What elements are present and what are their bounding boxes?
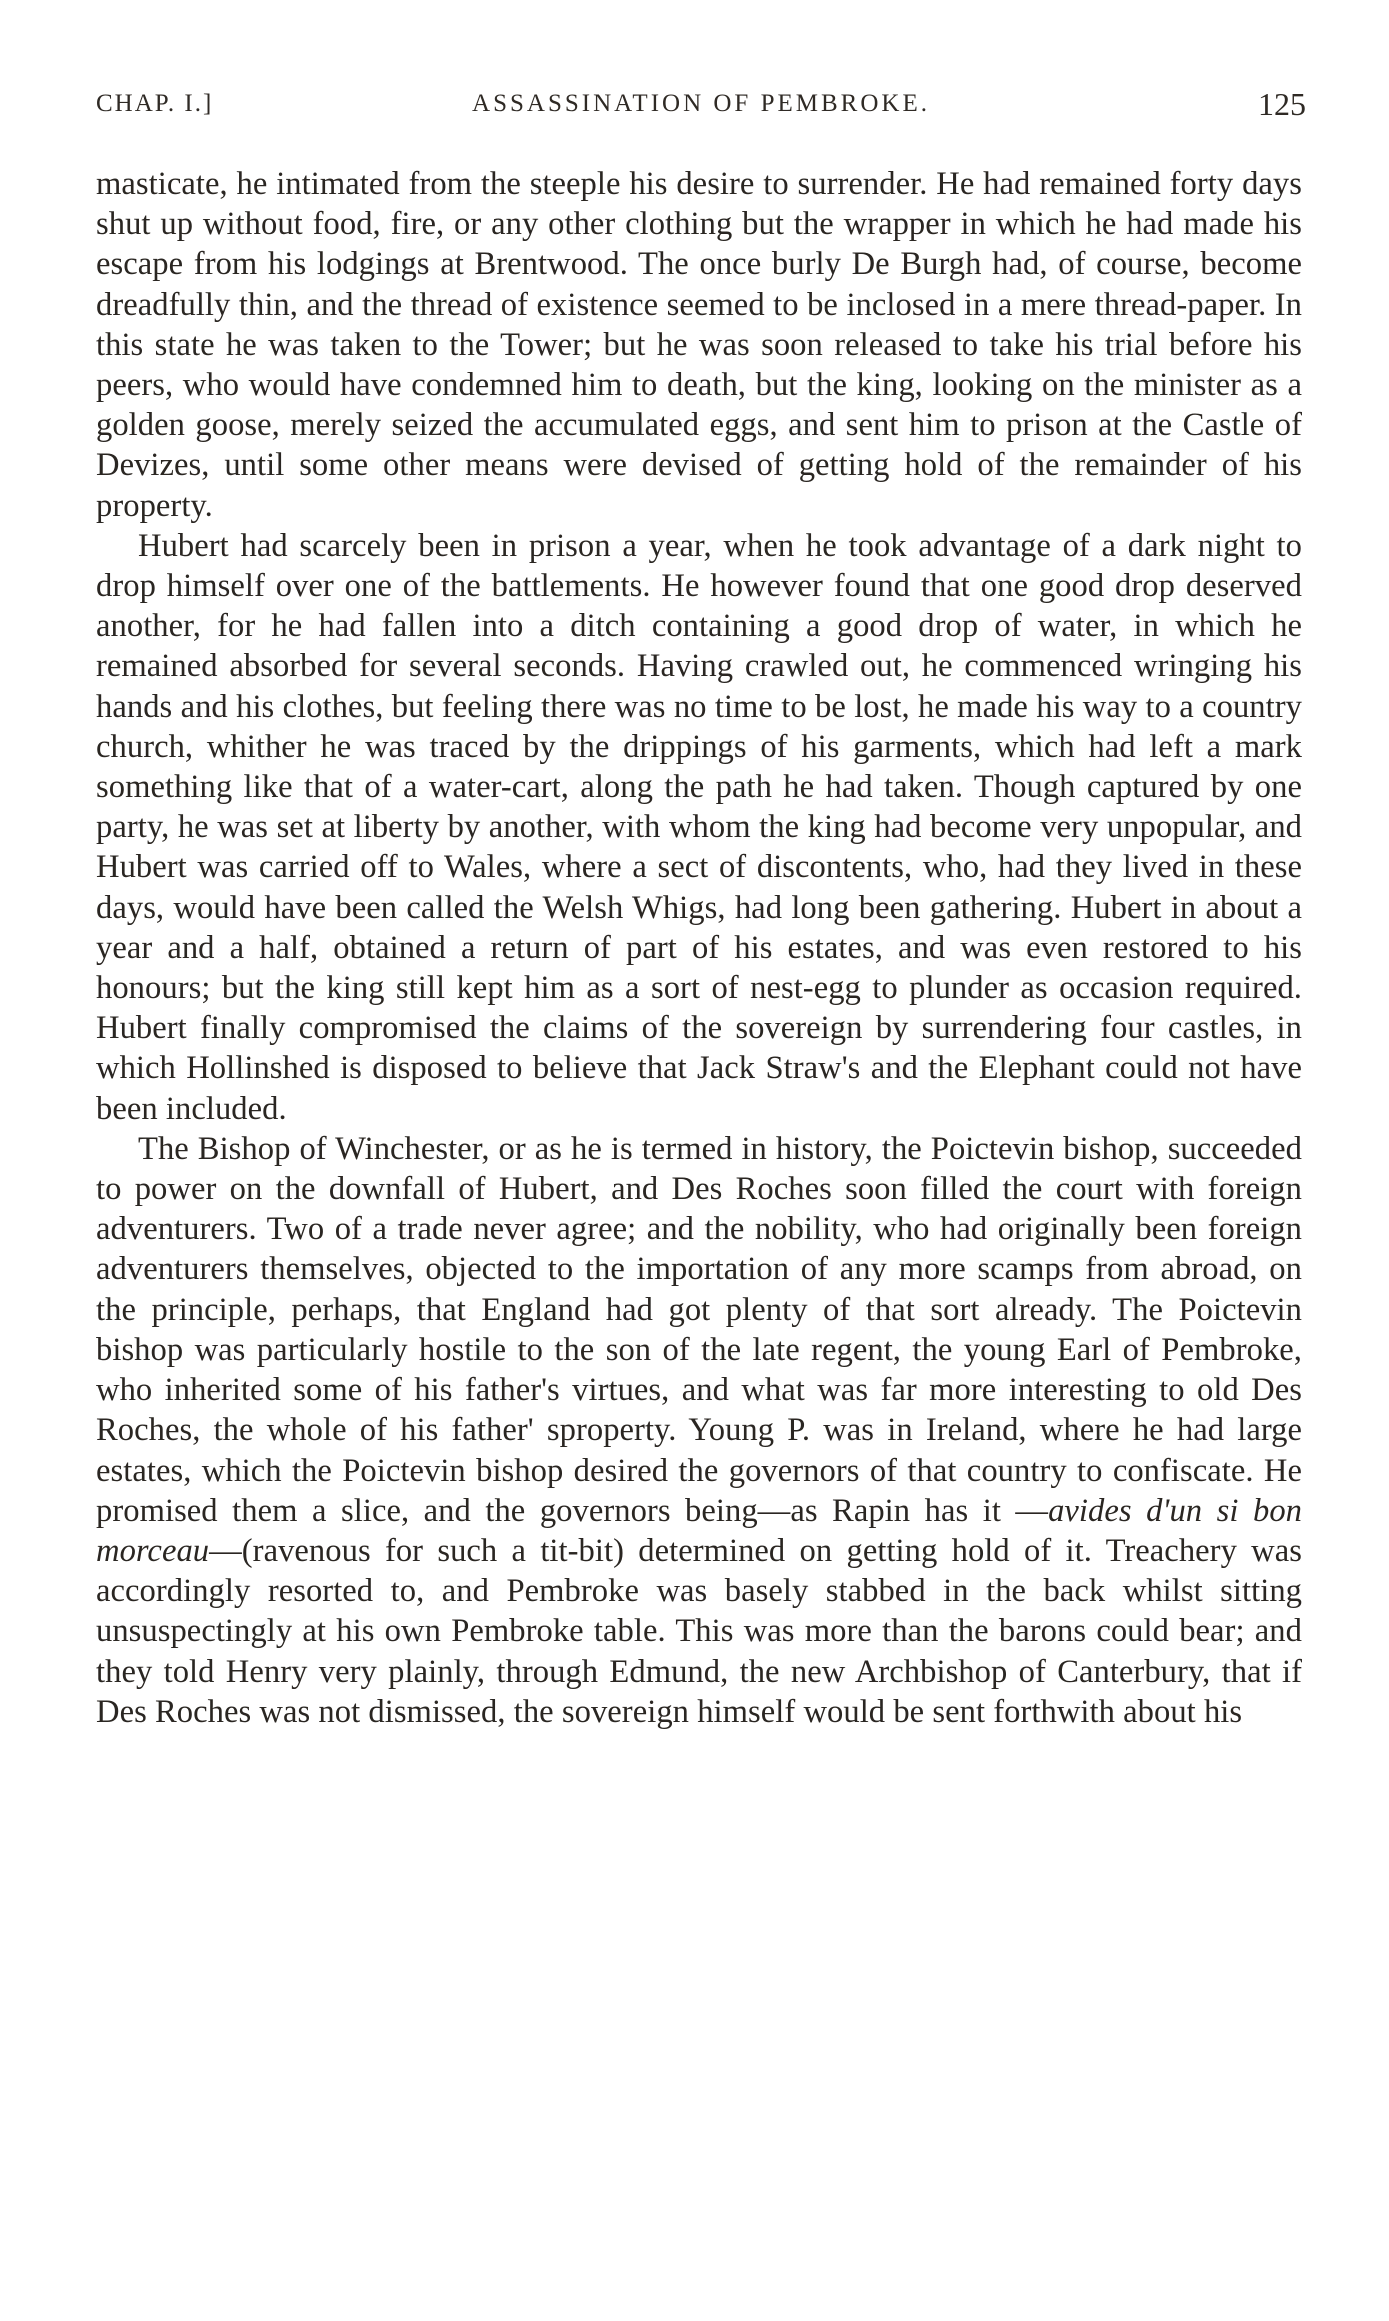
foreign-phrase: avides d'un si bon morceau: [96, 1492, 1302, 1569]
paragraph-2: Hubert had scarcely been in prison a year, when he took advantage of a dark night to drop himself over one of the battlements. He however found that one good drop deserved another, for he had fallen into a ditch containing a good drop of water, in which he remained absorbed for several seconds. Having crawled out, he commenced wringing his hands and his clothes, but feeling there was no time to be lost, he made his way to a country church, whither he was traced by the drippings of his garments, which had left a mark something like that of a water-cart, along the path he had taken. Though captured by one party, he was set at liberty by another, with whom the king had become very unpopular, and Hubert was carried off to Wales, where a sect of discontents, who, had they lived in these days, would have been called the Welsh Whigs, had long been gathering. Hubert in about a year and a half, obtained a return of part of his estates, and was even restored to his honours; but the king still kept him as a sort of nest-egg to plunder as occasion required. Hubert finally compromised the claims of the sovereign by surrendering four castles, in which Hollinshed is disposed to believe that Jack Straw's and the Elephant could not have been included.: [96, 527, 1302, 1127]
running-head: [96, 86, 1306, 130]
page-title: ASSASSINATION OF PEMBROKE.: [472, 90, 930, 117]
chapter-label: CHAP. I.]: [96, 90, 214, 117]
paragraph-1: masticate, he intimated from the steeple his desire to surrender. He had remained forty days shut up without food, fire, or any other clothing but the wrapper in which he had made his escape from his lodgings at Brentwood. The once burly De Burgh had, of course, become dreadfully thin, and the thread of existence seemed to be inclosed in a mere thread-paper. In this state he was taken to the Tower; but he was soon released to take his trial before his peers, who would have condemned him to death, but the king, looking on the minister as a golden goose, merely seized the accumulated eggs, and sent him to prison at the Castle of Devizes, until some other means were devised of getting hold of the remainder of his property.: [96, 166, 1302, 524]
paragraph-3-text-after: —(ravenous for such a tit-bit) determined on getting hold of it. Treachery was accordingly resorted to, and Pembroke was basely stabbed in the back whilst sitting unsuspectingly at his own Pembroke table. This was more than the barons could bear; and they told Henry very plainly, through Edmund, the new Archbishop of Canterbury, that if Des Roches was not dismissed, the sovereign himself would be sent forthwith about his: [96, 1532, 1302, 1730]
page-number: 125: [1258, 86, 1306, 122]
paragraph-3-text-before: The Bishop of Winchester, or as he is termed in history, the Poictevin bishop, succeeded to power on the downfall of Hubert, and Des Roches soon filled the court with foreign adventurers. Two of a trade never agree; and the nobility, who had originally been foreign adventurers themselves, objected to the importation of any more scamps from abroad, on the principle, perhaps, that England had got plenty of that sort already. The Poictevin bishop was particularly hostile to the son of the late regent, the young Earl of Pembroke, who inherited some of his father's virtues, and what was far more interesting to old Des Roches, the whole of his father' sproperty. Young P. was in Ireland, where he had large estates, which the Poictevin bishop desired the governors of that country to confiscate. He promised them a slice, and the governors being—as Rapin has it —: [96, 1130, 1302, 1529]
body-text: [96, 164, 1302, 1732]
paragraph-3: [96, 1129, 1302, 1732]
